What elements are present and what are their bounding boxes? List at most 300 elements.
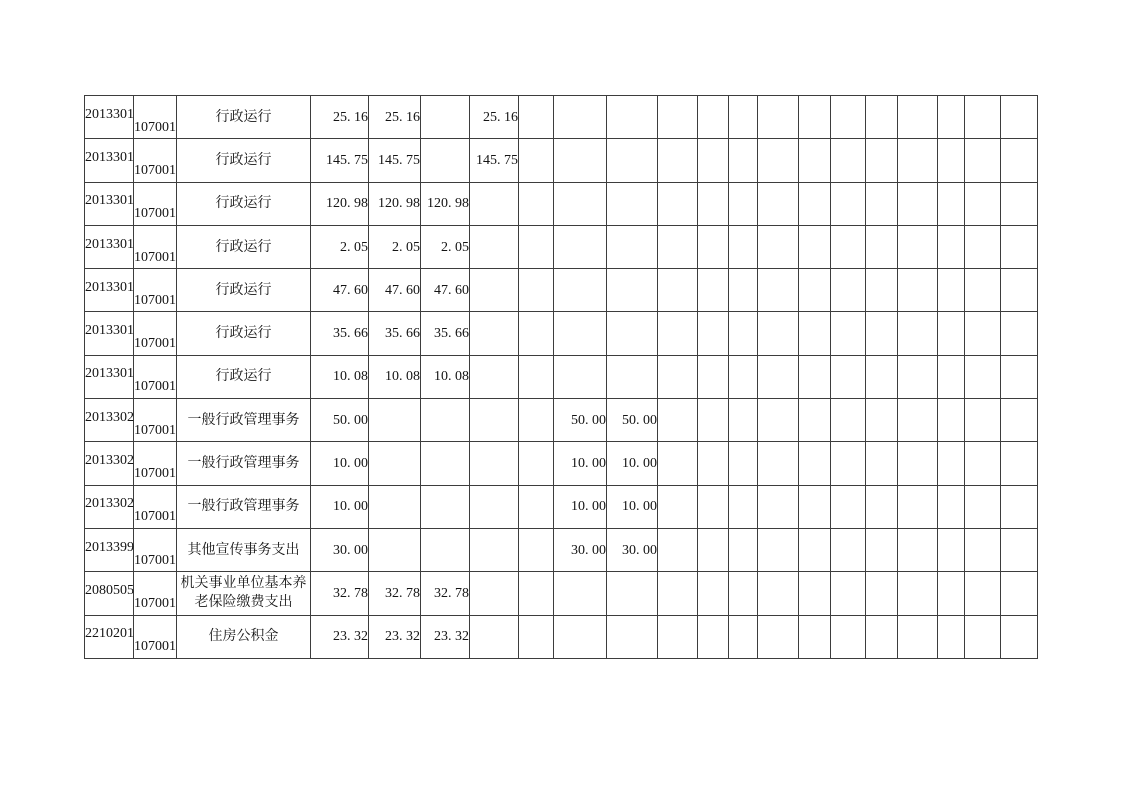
value-cell bbox=[898, 182, 938, 225]
value-cell bbox=[1001, 355, 1038, 398]
value-cell bbox=[965, 139, 1001, 182]
value-cell bbox=[698, 269, 729, 312]
value-cell bbox=[1001, 399, 1038, 442]
value-cell bbox=[729, 485, 758, 528]
value-cell bbox=[554, 355, 607, 398]
function-code-text: 2013302 bbox=[85, 409, 134, 425]
value-cell bbox=[866, 399, 898, 442]
value-cell bbox=[799, 225, 831, 268]
value-cell bbox=[866, 442, 898, 485]
table-row bbox=[85, 442, 1038, 485]
value-cell bbox=[421, 96, 470, 139]
value-cell bbox=[965, 182, 1001, 225]
value-cell bbox=[554, 225, 607, 268]
value-cell bbox=[938, 572, 965, 615]
value-cell bbox=[698, 485, 729, 528]
function-code-cell bbox=[85, 96, 134, 139]
value-cell: 145. 75 bbox=[369, 139, 421, 182]
value-cell bbox=[519, 139, 554, 182]
value-cell bbox=[729, 528, 758, 571]
value-cell: 23. 32 bbox=[311, 615, 369, 658]
function-code-text: 2013301 bbox=[85, 323, 134, 339]
value-cell bbox=[758, 182, 799, 225]
value-cell bbox=[1001, 96, 1038, 139]
value-cell: 2. 05 bbox=[421, 225, 470, 268]
item-name-cell: 行政运行 bbox=[177, 139, 311, 182]
economic-code-text: 107001 bbox=[134, 466, 176, 482]
value-cell bbox=[729, 355, 758, 398]
value-cell bbox=[607, 96, 658, 139]
value-cell bbox=[519, 355, 554, 398]
value-cell bbox=[519, 269, 554, 312]
value-cell: 120. 98 bbox=[369, 182, 421, 225]
value-cell bbox=[470, 399, 519, 442]
value-cell bbox=[519, 615, 554, 658]
value-cell bbox=[698, 528, 729, 571]
value-cell bbox=[519, 528, 554, 571]
function-code-cell bbox=[85, 312, 134, 355]
value-cell bbox=[470, 528, 519, 571]
value-cell bbox=[898, 96, 938, 139]
economic-code-text: 107001 bbox=[134, 206, 176, 222]
function-code-cell bbox=[85, 399, 134, 442]
value-cell: 35. 66 bbox=[369, 312, 421, 355]
value-cell: 50. 00 bbox=[311, 399, 369, 442]
table-row bbox=[85, 355, 1038, 398]
economic-code-cell bbox=[134, 269, 177, 312]
value-cell bbox=[965, 485, 1001, 528]
table-row bbox=[85, 312, 1038, 355]
value-cell bbox=[658, 528, 698, 571]
value-cell bbox=[554, 572, 607, 615]
value-cell bbox=[799, 399, 831, 442]
value-cell bbox=[658, 312, 698, 355]
value-cell bbox=[866, 572, 898, 615]
value-cell: 120. 98 bbox=[311, 182, 369, 225]
value-cell bbox=[658, 182, 698, 225]
value-cell bbox=[898, 139, 938, 182]
value-cell bbox=[470, 312, 519, 355]
value-cell bbox=[1001, 485, 1038, 528]
economic-code-text: 107001 bbox=[134, 379, 176, 395]
item-name-cell: 行政运行 bbox=[177, 269, 311, 312]
item-name-cell: 行政运行 bbox=[177, 355, 311, 398]
value-cell: 10. 00 bbox=[554, 485, 607, 528]
value-cell bbox=[421, 485, 470, 528]
value-cell: 10. 00 bbox=[554, 442, 607, 485]
economic-code-text: 107001 bbox=[134, 336, 176, 352]
function-code-cell bbox=[85, 442, 134, 485]
value-cell bbox=[938, 355, 965, 398]
value-cell bbox=[1001, 615, 1038, 658]
value-cell bbox=[369, 442, 421, 485]
value-cell bbox=[658, 399, 698, 442]
value-cell bbox=[698, 399, 729, 442]
item-name-cell: 行政运行 bbox=[177, 312, 311, 355]
value-cell: 32. 78 bbox=[311, 572, 369, 615]
function-code-cell bbox=[85, 485, 134, 528]
value-cell bbox=[1001, 225, 1038, 268]
value-cell: 32. 78 bbox=[421, 572, 470, 615]
value-cell bbox=[698, 96, 729, 139]
value-cell bbox=[470, 225, 519, 268]
function-code-cell bbox=[85, 572, 134, 615]
value-cell bbox=[758, 572, 799, 615]
value-cell bbox=[607, 225, 658, 268]
value-cell: 10. 00 bbox=[311, 485, 369, 528]
economic-code-cell bbox=[134, 312, 177, 355]
value-cell bbox=[758, 485, 799, 528]
value-cell bbox=[519, 485, 554, 528]
value-cell bbox=[1001, 312, 1038, 355]
value-cell bbox=[965, 615, 1001, 658]
value-cell bbox=[1001, 139, 1038, 182]
economic-code-cell bbox=[134, 442, 177, 485]
item-name-cell: 行政运行 bbox=[177, 225, 311, 268]
value-cell bbox=[831, 399, 866, 442]
value-cell bbox=[799, 572, 831, 615]
value-cell bbox=[799, 96, 831, 139]
value-cell bbox=[898, 225, 938, 268]
value-cell bbox=[898, 572, 938, 615]
value-cell bbox=[799, 485, 831, 528]
economic-code-text: 107001 bbox=[134, 292, 176, 308]
value-cell bbox=[658, 139, 698, 182]
value-cell bbox=[729, 615, 758, 658]
value-cell bbox=[1001, 528, 1038, 571]
value-cell bbox=[658, 96, 698, 139]
value-cell bbox=[965, 399, 1001, 442]
value-cell bbox=[866, 485, 898, 528]
value-cell bbox=[799, 312, 831, 355]
value-cell bbox=[938, 96, 965, 139]
value-cell bbox=[965, 442, 1001, 485]
function-code-text: 2013301 bbox=[85, 366, 134, 382]
value-cell bbox=[554, 96, 607, 139]
value-cell bbox=[1001, 442, 1038, 485]
table-row bbox=[85, 572, 1038, 615]
item-name-cell: 行政运行 bbox=[177, 96, 311, 139]
economic-code-cell bbox=[134, 182, 177, 225]
value-cell bbox=[758, 96, 799, 139]
value-cell bbox=[831, 182, 866, 225]
economic-code-text: 107001 bbox=[134, 249, 176, 265]
table-row bbox=[85, 528, 1038, 571]
function-code-text: 2013301 bbox=[85, 236, 134, 252]
table-body bbox=[85, 96, 1038, 659]
value-cell bbox=[729, 572, 758, 615]
value-cell bbox=[938, 528, 965, 571]
value-cell bbox=[554, 269, 607, 312]
value-cell bbox=[519, 225, 554, 268]
value-cell bbox=[470, 572, 519, 615]
value-cell bbox=[729, 399, 758, 442]
value-cell: 35. 66 bbox=[311, 312, 369, 355]
value-cell bbox=[938, 399, 965, 442]
value-cell: 2. 05 bbox=[311, 225, 369, 268]
table-row bbox=[85, 399, 1038, 442]
economic-code-text: 107001 bbox=[134, 119, 176, 135]
table-row bbox=[85, 182, 1038, 225]
value-cell: 47. 60 bbox=[311, 269, 369, 312]
value-cell bbox=[658, 572, 698, 615]
value-cell bbox=[729, 182, 758, 225]
value-cell bbox=[866, 269, 898, 312]
value-cell: 10. 08 bbox=[311, 355, 369, 398]
value-cell bbox=[470, 355, 519, 398]
value-cell bbox=[866, 139, 898, 182]
value-cell bbox=[369, 399, 421, 442]
value-cell bbox=[758, 269, 799, 312]
economic-code-cell bbox=[134, 225, 177, 268]
value-cell bbox=[938, 269, 965, 312]
value-cell bbox=[729, 96, 758, 139]
economic-code-text: 107001 bbox=[134, 552, 176, 568]
function-code-text: 2080505 bbox=[85, 582, 134, 598]
value-cell bbox=[729, 139, 758, 182]
value-cell bbox=[898, 442, 938, 485]
economic-code-cell bbox=[134, 96, 177, 139]
value-cell bbox=[729, 225, 758, 268]
value-cell bbox=[519, 182, 554, 225]
value-cell bbox=[421, 399, 470, 442]
function-code-cell bbox=[85, 528, 134, 571]
function-code-text: 2013301 bbox=[85, 106, 134, 122]
value-cell bbox=[866, 96, 898, 139]
function-code-text: 2013302 bbox=[85, 453, 134, 469]
economic-code-cell bbox=[134, 485, 177, 528]
value-cell: 50. 00 bbox=[607, 399, 658, 442]
item-name-cell: 一般行政管理事务 bbox=[177, 399, 311, 442]
economic-code-text: 107001 bbox=[134, 595, 176, 611]
value-cell bbox=[607, 182, 658, 225]
value-cell bbox=[470, 485, 519, 528]
value-cell bbox=[554, 182, 607, 225]
function-code-cell bbox=[85, 225, 134, 268]
economic-code-text: 107001 bbox=[134, 509, 176, 525]
value-cell bbox=[1001, 182, 1038, 225]
value-cell bbox=[698, 572, 729, 615]
value-cell bbox=[866, 182, 898, 225]
item-name-cell: 其他宣传事务支出 bbox=[177, 528, 311, 571]
value-cell: 30. 00 bbox=[311, 528, 369, 571]
value-cell bbox=[519, 399, 554, 442]
value-cell bbox=[470, 615, 519, 658]
value-cell bbox=[965, 355, 1001, 398]
function-code-text: 2210201 bbox=[85, 626, 134, 642]
value-cell: 145. 75 bbox=[470, 139, 519, 182]
value-cell bbox=[607, 572, 658, 615]
value-cell bbox=[698, 139, 729, 182]
economic-code-cell bbox=[134, 139, 177, 182]
value-cell bbox=[607, 615, 658, 658]
function-code-cell bbox=[85, 615, 134, 658]
value-cell bbox=[866, 615, 898, 658]
value-cell bbox=[799, 528, 831, 571]
value-cell bbox=[758, 355, 799, 398]
value-cell bbox=[758, 399, 799, 442]
value-cell: 10. 08 bbox=[369, 355, 421, 398]
value-cell bbox=[698, 355, 729, 398]
value-cell bbox=[965, 312, 1001, 355]
value-cell bbox=[519, 442, 554, 485]
value-cell bbox=[421, 528, 470, 571]
value-cell bbox=[831, 269, 866, 312]
value-cell: 25. 16 bbox=[311, 96, 369, 139]
value-cell: 10. 00 bbox=[607, 442, 658, 485]
value-cell bbox=[938, 442, 965, 485]
value-cell: 50. 00 bbox=[554, 399, 607, 442]
value-cell bbox=[658, 615, 698, 658]
value-cell bbox=[898, 355, 938, 398]
value-cell bbox=[866, 355, 898, 398]
value-cell bbox=[658, 269, 698, 312]
value-cell bbox=[554, 139, 607, 182]
value-cell bbox=[554, 615, 607, 658]
value-cell: 145. 75 bbox=[311, 139, 369, 182]
economic-code-cell bbox=[134, 615, 177, 658]
value-cell bbox=[519, 572, 554, 615]
value-cell bbox=[938, 182, 965, 225]
value-cell bbox=[831, 615, 866, 658]
value-cell bbox=[938, 139, 965, 182]
value-cell bbox=[658, 485, 698, 528]
value-cell bbox=[938, 485, 965, 528]
value-cell: 35. 66 bbox=[421, 312, 470, 355]
function-code-text: 2013301 bbox=[85, 193, 134, 209]
value-cell bbox=[866, 225, 898, 268]
value-cell bbox=[831, 139, 866, 182]
value-cell bbox=[470, 442, 519, 485]
value-cell bbox=[369, 528, 421, 571]
value-cell bbox=[831, 96, 866, 139]
value-cell bbox=[866, 312, 898, 355]
value-cell bbox=[698, 442, 729, 485]
function-code-cell bbox=[85, 355, 134, 398]
value-cell bbox=[831, 225, 866, 268]
value-cell: 10. 00 bbox=[607, 485, 658, 528]
value-cell bbox=[698, 225, 729, 268]
value-cell bbox=[758, 442, 799, 485]
value-cell bbox=[698, 182, 729, 225]
economic-code-text: 107001 bbox=[134, 422, 176, 438]
value-cell: 10. 00 bbox=[311, 442, 369, 485]
value-cell: 32. 78 bbox=[369, 572, 421, 615]
value-cell: 25. 16 bbox=[470, 96, 519, 139]
function-code-cell bbox=[85, 269, 134, 312]
value-cell bbox=[607, 355, 658, 398]
value-cell bbox=[799, 139, 831, 182]
table-row bbox=[85, 485, 1038, 528]
value-cell bbox=[799, 182, 831, 225]
function-code-text: 2013301 bbox=[85, 279, 134, 295]
value-cell bbox=[965, 528, 1001, 571]
value-cell: 23. 32 bbox=[369, 615, 421, 658]
value-cell: 25. 16 bbox=[369, 96, 421, 139]
value-cell bbox=[799, 442, 831, 485]
economic-code-text: 107001 bbox=[134, 162, 176, 178]
budget-table bbox=[84, 95, 1038, 659]
value-cell bbox=[698, 312, 729, 355]
value-cell bbox=[729, 312, 758, 355]
value-cell bbox=[938, 225, 965, 268]
item-name-cell: 一般行政管理事务 bbox=[177, 485, 311, 528]
value-cell bbox=[758, 615, 799, 658]
economic-code-text: 107001 bbox=[134, 639, 176, 655]
value-cell bbox=[470, 182, 519, 225]
value-cell bbox=[831, 528, 866, 571]
function-code-cell bbox=[85, 139, 134, 182]
value-cell: 120. 98 bbox=[421, 182, 470, 225]
value-cell bbox=[421, 139, 470, 182]
value-cell bbox=[698, 615, 729, 658]
value-cell bbox=[470, 269, 519, 312]
value-cell bbox=[369, 485, 421, 528]
value-cell bbox=[965, 572, 1001, 615]
value-cell bbox=[831, 442, 866, 485]
value-cell bbox=[831, 312, 866, 355]
budget-table-container bbox=[84, 95, 1038, 659]
value-cell: 23. 32 bbox=[421, 615, 470, 658]
table-row bbox=[85, 225, 1038, 268]
value-cell bbox=[898, 312, 938, 355]
value-cell bbox=[658, 442, 698, 485]
table-row bbox=[85, 615, 1038, 658]
value-cell bbox=[799, 615, 831, 658]
value-cell: 30. 00 bbox=[554, 528, 607, 571]
value-cell bbox=[938, 312, 965, 355]
value-cell bbox=[799, 269, 831, 312]
value-cell bbox=[758, 139, 799, 182]
value-cell bbox=[607, 312, 658, 355]
table-row bbox=[85, 139, 1038, 182]
item-name-cell: 机关事业单位基本养老保险缴费支出 bbox=[177, 572, 311, 615]
value-cell bbox=[898, 399, 938, 442]
value-cell bbox=[1001, 269, 1038, 312]
value-cell bbox=[421, 442, 470, 485]
value-cell bbox=[831, 355, 866, 398]
table-row bbox=[85, 269, 1038, 312]
value-cell bbox=[758, 528, 799, 571]
value-cell bbox=[758, 225, 799, 268]
value-cell bbox=[519, 312, 554, 355]
value-cell bbox=[729, 269, 758, 312]
value-cell bbox=[831, 572, 866, 615]
value-cell bbox=[1001, 572, 1038, 615]
value-cell bbox=[965, 96, 1001, 139]
value-cell bbox=[938, 615, 965, 658]
value-cell bbox=[898, 269, 938, 312]
value-cell bbox=[729, 442, 758, 485]
value-cell bbox=[607, 269, 658, 312]
value-cell bbox=[799, 355, 831, 398]
value-cell bbox=[831, 485, 866, 528]
item-name-cell: 住房公积金 bbox=[177, 615, 311, 658]
economic-code-cell bbox=[134, 572, 177, 615]
value-cell bbox=[658, 355, 698, 398]
economic-code-cell bbox=[134, 399, 177, 442]
value-cell bbox=[519, 96, 554, 139]
function-code-cell bbox=[85, 182, 134, 225]
function-code-text: 2013302 bbox=[85, 496, 134, 512]
value-cell bbox=[965, 269, 1001, 312]
value-cell: 2. 05 bbox=[369, 225, 421, 268]
function-code-text: 2013301 bbox=[85, 149, 134, 165]
value-cell: 30. 00 bbox=[607, 528, 658, 571]
economic-code-cell bbox=[134, 355, 177, 398]
item-name-cell: 行政运行 bbox=[177, 182, 311, 225]
value-cell bbox=[965, 225, 1001, 268]
